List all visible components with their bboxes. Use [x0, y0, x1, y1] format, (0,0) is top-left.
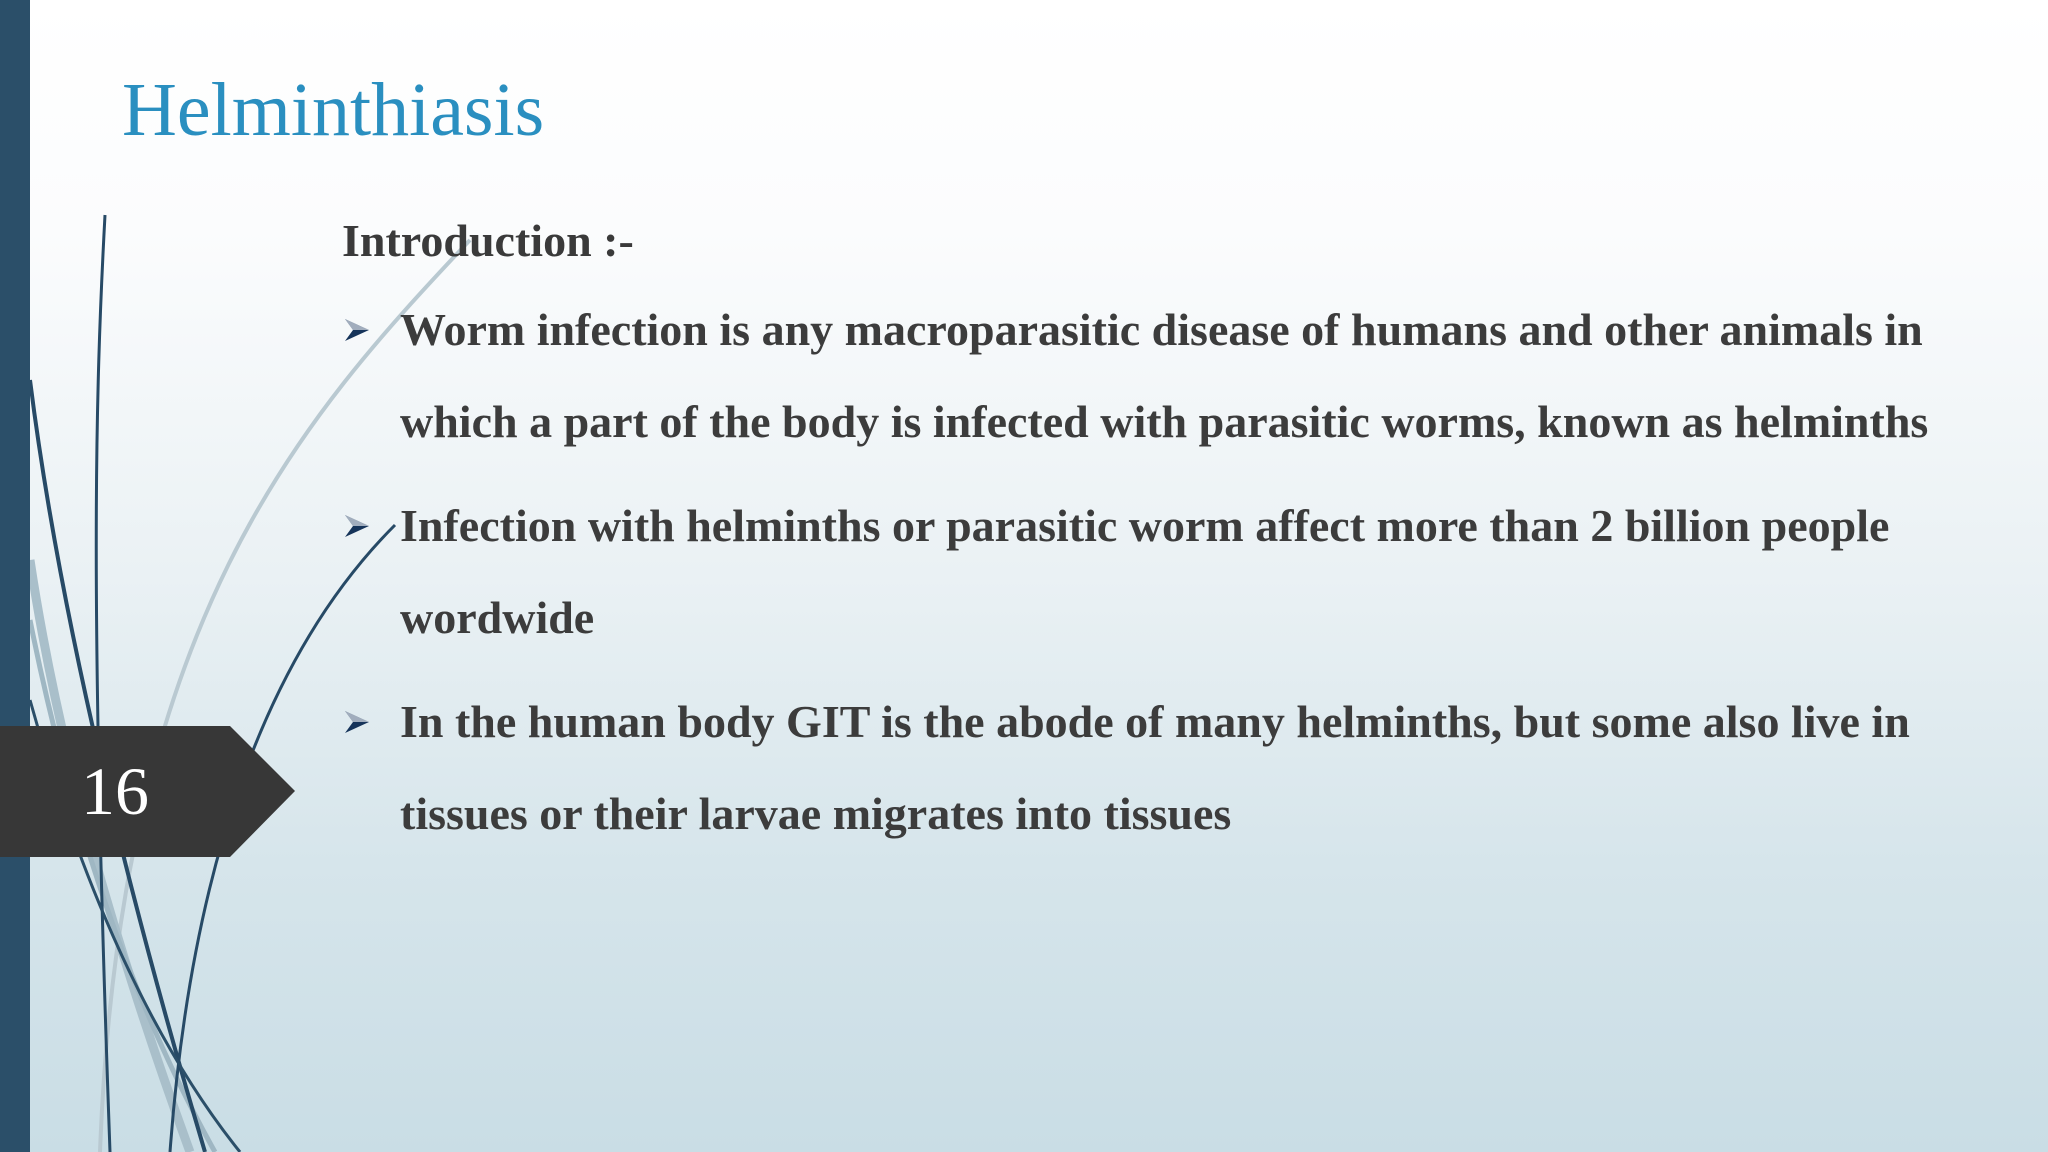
arrowhead-bullet-icon: [342, 511, 372, 541]
bullet-list: [342, 284, 1982, 860]
bullet-item: [342, 480, 1982, 664]
bullet-text: Infection with helminths or parasitic worm affect more than 2 billion people wordwide: [400, 500, 1890, 643]
left-accent-bar: [0, 0, 30, 1152]
bullet-item: [342, 284, 1982, 468]
arrowhead-bullet-icon: [342, 315, 372, 345]
slide-content: [342, 210, 1982, 872]
bullet-text: Worm infection is any macroparasitic disease of humans and other animals in which a part of the body is infected with parasitic worms, known as helminths: [400, 304, 1929, 447]
bullet-text: In the human body GIT is the abode of many helminths, but some also live in tissues or their larvae migrates into tissues: [400, 696, 1910, 839]
intro-heading: Introduction :-: [342, 215, 634, 266]
arrowhead-bullet-icon: [342, 707, 372, 737]
bullet-item: [342, 676, 1982, 860]
slide-title: Helminthiasis: [122, 68, 545, 152]
slide-number: 16: [81, 753, 149, 829]
